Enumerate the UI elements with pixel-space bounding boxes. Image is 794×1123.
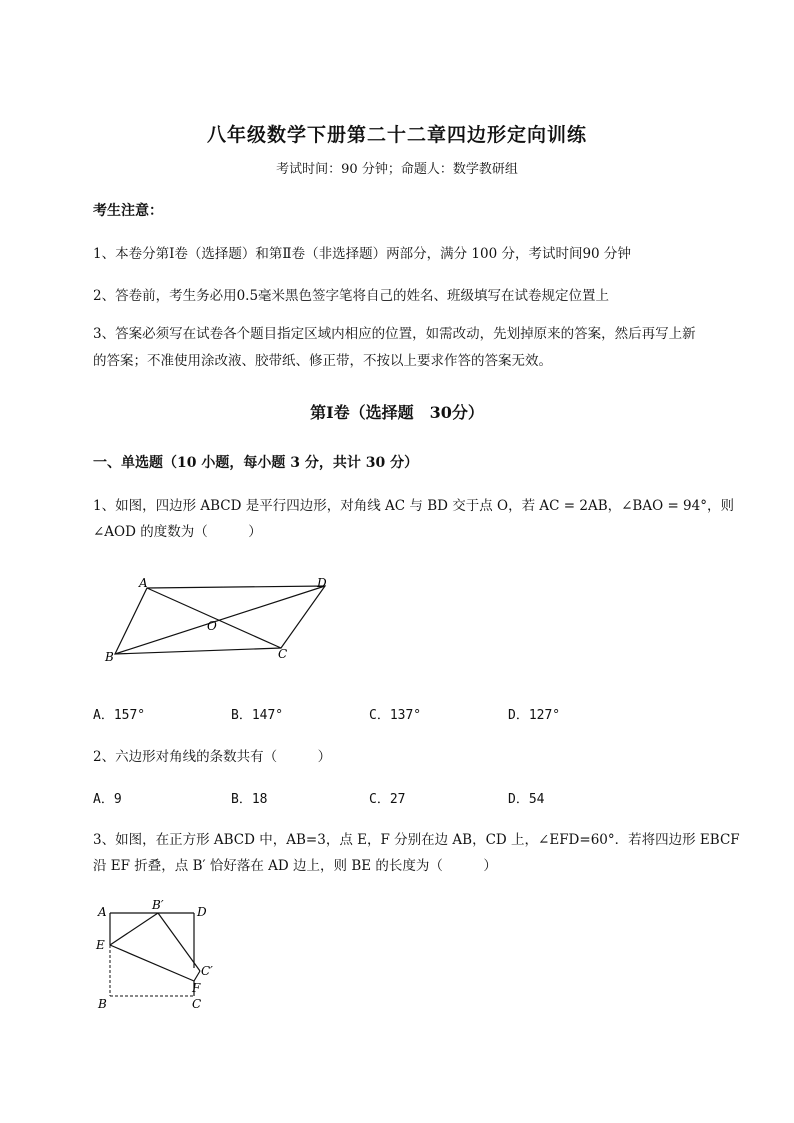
q2-option-a[interactable]: A．9 [93,792,122,807]
segment-c-prime-f [194,971,200,981]
label-c-prime: C′ [201,964,213,978]
label-b: B [98,997,107,1011]
label-c: C [192,997,202,1011]
q1-option-d[interactable]: D．127° [508,708,561,723]
page-title: 八年级数学下册第二十二章四边形定向训练 [206,124,587,146]
q2-option-d[interactable]: D．54 [508,792,545,807]
label-f: F [192,981,201,995]
exam-info: 考试时间：90 分钟；命题人：数学教研组 [276,162,518,177]
q1-stem-line2: ∠AOD 的度数为（ ） [93,524,262,540]
q1-option-b[interactable]: B．147° [231,708,284,723]
label-d: D [197,905,207,919]
q2-option-c[interactable]: C．27 [369,792,406,807]
q1-stem-line1: 1、如图，四边形 ABCD 是平行四边形，对角线 AC 与 BD 交于点 O，若 AC = 2AB，∠BAO = 94°，则 [93,498,734,514]
q3-square-fold-figure [90,895,230,1020]
segment-eb-prime [110,913,158,945]
diagonal-bd [115,586,325,654]
q1-option-a[interactable]: A．157° [93,708,146,723]
label-b: B [105,650,114,664]
label-a: A [98,905,107,919]
label-a: A [139,576,148,590]
section-title: 第Ⅰ卷（选择题 30分） [310,403,484,422]
notice-item-1: 1、本卷分第Ⅰ卷（选择题）和第Ⅱ卷（非选择题）两部分，满分 100 分，考试时间90 分钟 [93,246,631,262]
fold-line-ef [110,945,194,981]
label-e: E [96,938,105,952]
q2-option-b[interactable]: B．18 [231,792,268,807]
q3-stem-line1: 3、如图，在正方形 ABCD 中，AB=3，点 E，F 分别在边 AB，CD 上，∠EFD=60°．若将四边形 EBCF [93,832,740,848]
q3-stem-line2: 沿 EF 折叠，点 B′ 恰好落在 AD 边上，则 BE 的长度为（ ） [93,858,497,874]
notice-item-2: 2、答卷前，考生务必用0.5毫米黑色签字笔将自己的姓名、班级填写在试卷规定位置上 [93,288,610,304]
label-o: O [207,619,217,633]
q2-stem: 2、六边形对角线的条数共有（ ） [93,749,332,765]
notice-item-3: 3、答案必须写在试卷各个题目指定区域内相应的位置，如需改动，先划掉原来的答案，然后再写上新的答案；不准使用涂改液、胶带纸、修正带，不按以上要求作答的答案无效。 [93,326,696,369]
label-b-prime: B′ [152,898,164,912]
diagonal-ac [147,588,281,648]
notice-heading: 考生注意： [93,203,163,219]
label-d: D [317,576,327,590]
q1-option-c[interactable]: C．137° [369,708,422,723]
question-group-heading: 一、单选题（10 小题，每小题 3 分，共计 30 分） [93,455,419,471]
q1-parallelogram-figure [98,570,338,670]
label-c: C [278,647,288,661]
